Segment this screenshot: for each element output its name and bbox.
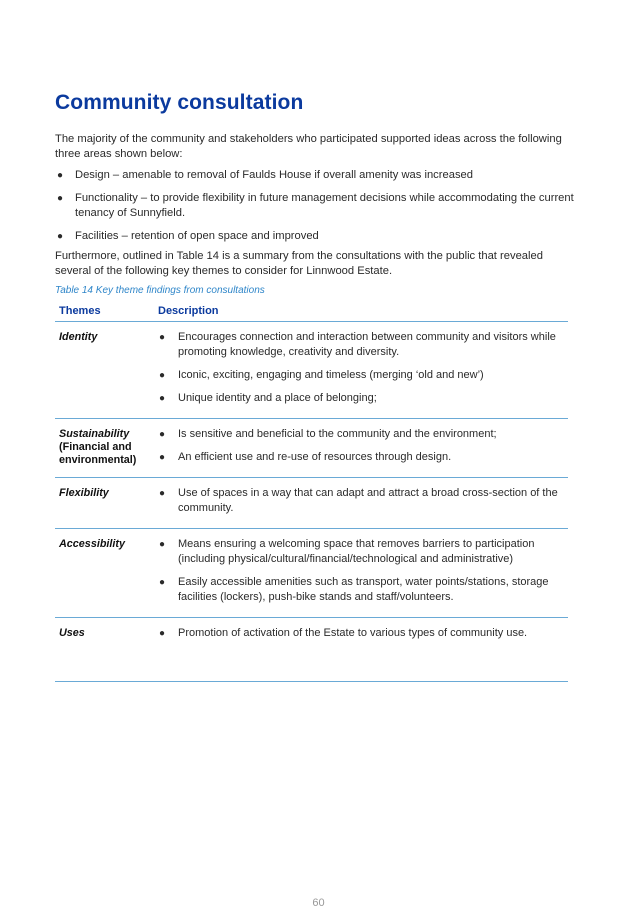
bullet-text: Design – amenable to removal of Faulds House if overall amenity was increased: [75, 169, 473, 181]
description-cell: [154, 529, 568, 618]
intro-paragraph: The majority of the community and stakeholders who participated supported ideas across the following three areas shown below:: [55, 133, 562, 160]
bullet-icon: ●: [159, 628, 166, 639]
table-caption: Table 14 Key theme findings from consultations: [55, 285, 265, 296]
list-item-text: Promotion of activation of the Estate to various types of community use.: [178, 627, 528, 639]
list-item: [158, 391, 564, 406]
theme-cell: Flexibility: [55, 478, 154, 529]
bullet-icon: ●: [57, 170, 64, 181]
list-item: [158, 450, 564, 465]
bullet-icon: ●: [159, 429, 166, 440]
bullet-list: [55, 168, 575, 244]
theme-cell: Uses: [55, 618, 154, 682]
table-row: [55, 478, 568, 529]
list-item-text: Easily accessible amenities such as transport, water points/stations, storage facilities (lockers), push-bike stands and staff/volunteers.: [178, 576, 549, 603]
bullet-icon: ●: [57, 231, 64, 242]
theme-sublabel: (Financial and environmental): [59, 441, 137, 466]
bullet-item: [55, 168, 575, 183]
theme-cell: Accessibility: [55, 529, 154, 618]
theme-cell: Identity: [55, 322, 154, 419]
list-item: [158, 427, 564, 442]
description-header: Description: [154, 302, 568, 322]
table-row: [55, 322, 568, 419]
list-item-text: An efficient use and re-use of resources through design.: [178, 451, 452, 463]
list-item-text: Means ensuring a welcoming space that removes barriers to participation (including physical/cultural/financial/technological and administrative): [178, 538, 535, 565]
bullet-icon: ●: [159, 577, 166, 588]
summary-paragraph: Furthermore, outlined in Table 14 is a summary from the consultations with the public that revealed several of the following key themes to consider for Linnwood Estate.: [55, 250, 543, 277]
table-row: [55, 419, 568, 478]
list-item-text: Use of spaces in a way that can adapt and attract a broad cross-section of the community.: [178, 487, 558, 514]
bullet-icon: ●: [159, 370, 166, 381]
table-row: [55, 529, 568, 618]
bullet-icon: ●: [159, 393, 166, 404]
description-cell: [154, 322, 568, 419]
list-item: [158, 330, 564, 360]
description-cell: [154, 419, 568, 478]
description-cell: [154, 478, 568, 529]
list-item-text: Unique identity and a place of belonging;: [178, 392, 377, 404]
bullet-item: [55, 191, 575, 221]
bullet-icon: ●: [159, 488, 166, 499]
table-row: [55, 618, 568, 682]
description-cell: [154, 618, 568, 682]
theme-label: Sustainability: [59, 428, 130, 440]
bullet-text: Functionality – to provide flexibility in future management decisions while accommodating the current tenancy of Sunnyfield.: [75, 192, 574, 219]
bullet-icon: ●: [159, 539, 166, 550]
themes-header: Themes: [55, 302, 154, 322]
theme-cell: [55, 419, 154, 478]
bullet-item: [55, 229, 575, 244]
bullet-text: Facilities – retention of open space and improved: [75, 230, 319, 242]
list-item: [158, 486, 564, 516]
key-themes-table: [55, 302, 568, 682]
table-header-row: [55, 302, 568, 322]
list-item-text: Is sensitive and beneficial to the community and the environment;: [178, 428, 497, 440]
list-item: [158, 626, 564, 641]
page-title: Community consultation: [55, 91, 304, 114]
list-item: [158, 575, 564, 605]
list-item-text: Encourages connection and interaction between community and visitors while promoting knowledge, creativity and diversity.: [178, 331, 556, 358]
list-item: [158, 368, 564, 383]
bullet-icon: ●: [159, 452, 166, 463]
bullet-icon: ●: [159, 332, 166, 343]
list-item: [158, 537, 564, 567]
bullet-icon: ●: [57, 193, 64, 204]
page-number: 60: [312, 897, 325, 909]
list-item-text: Iconic, exciting, engaging and timeless (merging ‘old and new’): [178, 369, 484, 381]
